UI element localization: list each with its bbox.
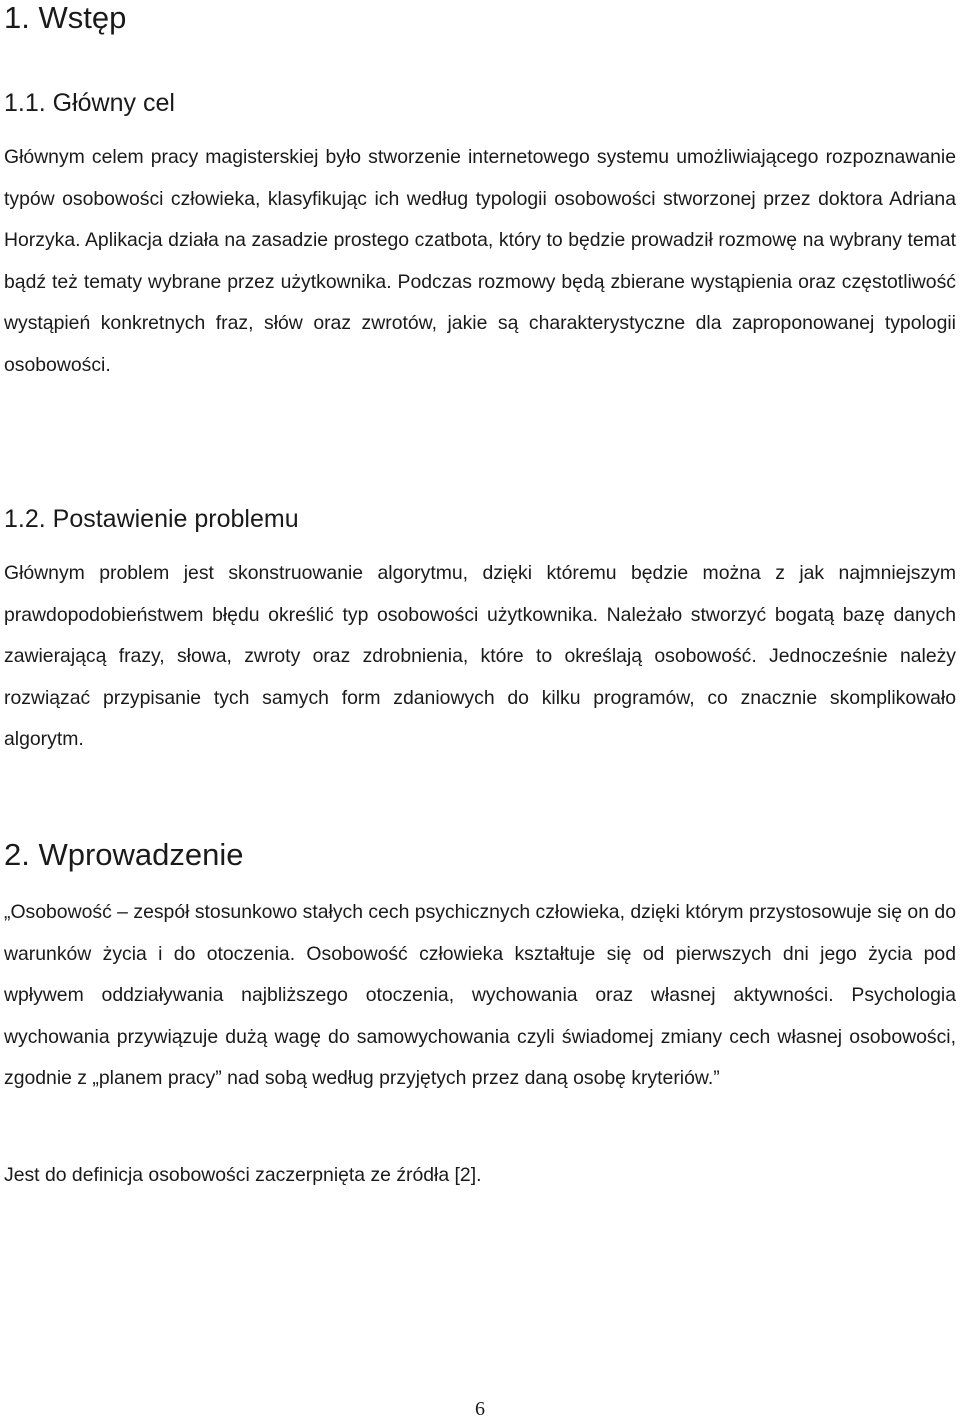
paragraph-glowny-cel: Głównym celem pracy magisterskiej było stworzenie internetowego systemu umożliwiającego rozpoznawanie typów osobowości człowieka, klasyfikując ich według typologii osobowości stworzonej przez doktora Adriana Horzyka. Aplikacja działa na zasadzie prostego czatbota, który to będzie prowadził rozmowę na wybrany temat bądź też tematy wybrane przez użytkownika. Podczas rozmowy będą zbierane wystąpienia oraz częstotliwość wystąpień konkretnych fraz, słów oraz zwrotów, jakie są charakterystyczne dla zaproponowanej typologii osobowości. <box>4 146 956 376</box>
paragraph-postawienie-problemu: Głównym problem jest skonstruowanie algorytmu, dzięki któremu będzie można z jak najmniejszym prawdopodobieństwem błędu określić typ osobowości użytkownika. Należało stworzyć bogatą bazę danych zawierającą frazy, słowa, zwroty oraz zdrobnienia, które to określają osobowość. Jednocześnie należy rozwiązać przypisanie tych samych form zdaniowych do kilku programów, co znacznie skomplikowało algorytm. <box>4 562 956 750</box>
paragraph-definicja-osobowosci: „Osobowość – zespół stosunkowo stałych cech psychicznych człowieka, dzięki którym przystosowuje się on do warunków życia i do otoczenia. Osobowość człowieka kształtuje się od pierwszych dni jego życia pod wpływem oddziaływania najbliższego otoczenia, wychowania oraz własnej aktywności. Psychologia wychowania przywiązuje dużą wagę do samowychowania czyli świadomej zmiany cech własnej osobowości, zgodnie z „planem pracy” nad sobą według przyjętych przez daną osobę kryteriów.” <box>4 901 956 1089</box>
paragraph-zrodlo-definicji: Jest do definicja osobowości zaczerpnięta ze źródła [2]. <box>4 1164 482 1186</box>
subsection-heading-postawienie-problemu: 1.2. Postawienie problemu <box>4 505 299 533</box>
section-heading-wprowadzenie: 2. Wprowadzenie <box>4 837 244 872</box>
section-heading-wstep: 1. Wstęp <box>4 0 127 35</box>
page-number: 6 <box>475 1398 485 1420</box>
subsection-heading-glowny-cel: 1.1. Główny cel <box>4 89 175 117</box>
